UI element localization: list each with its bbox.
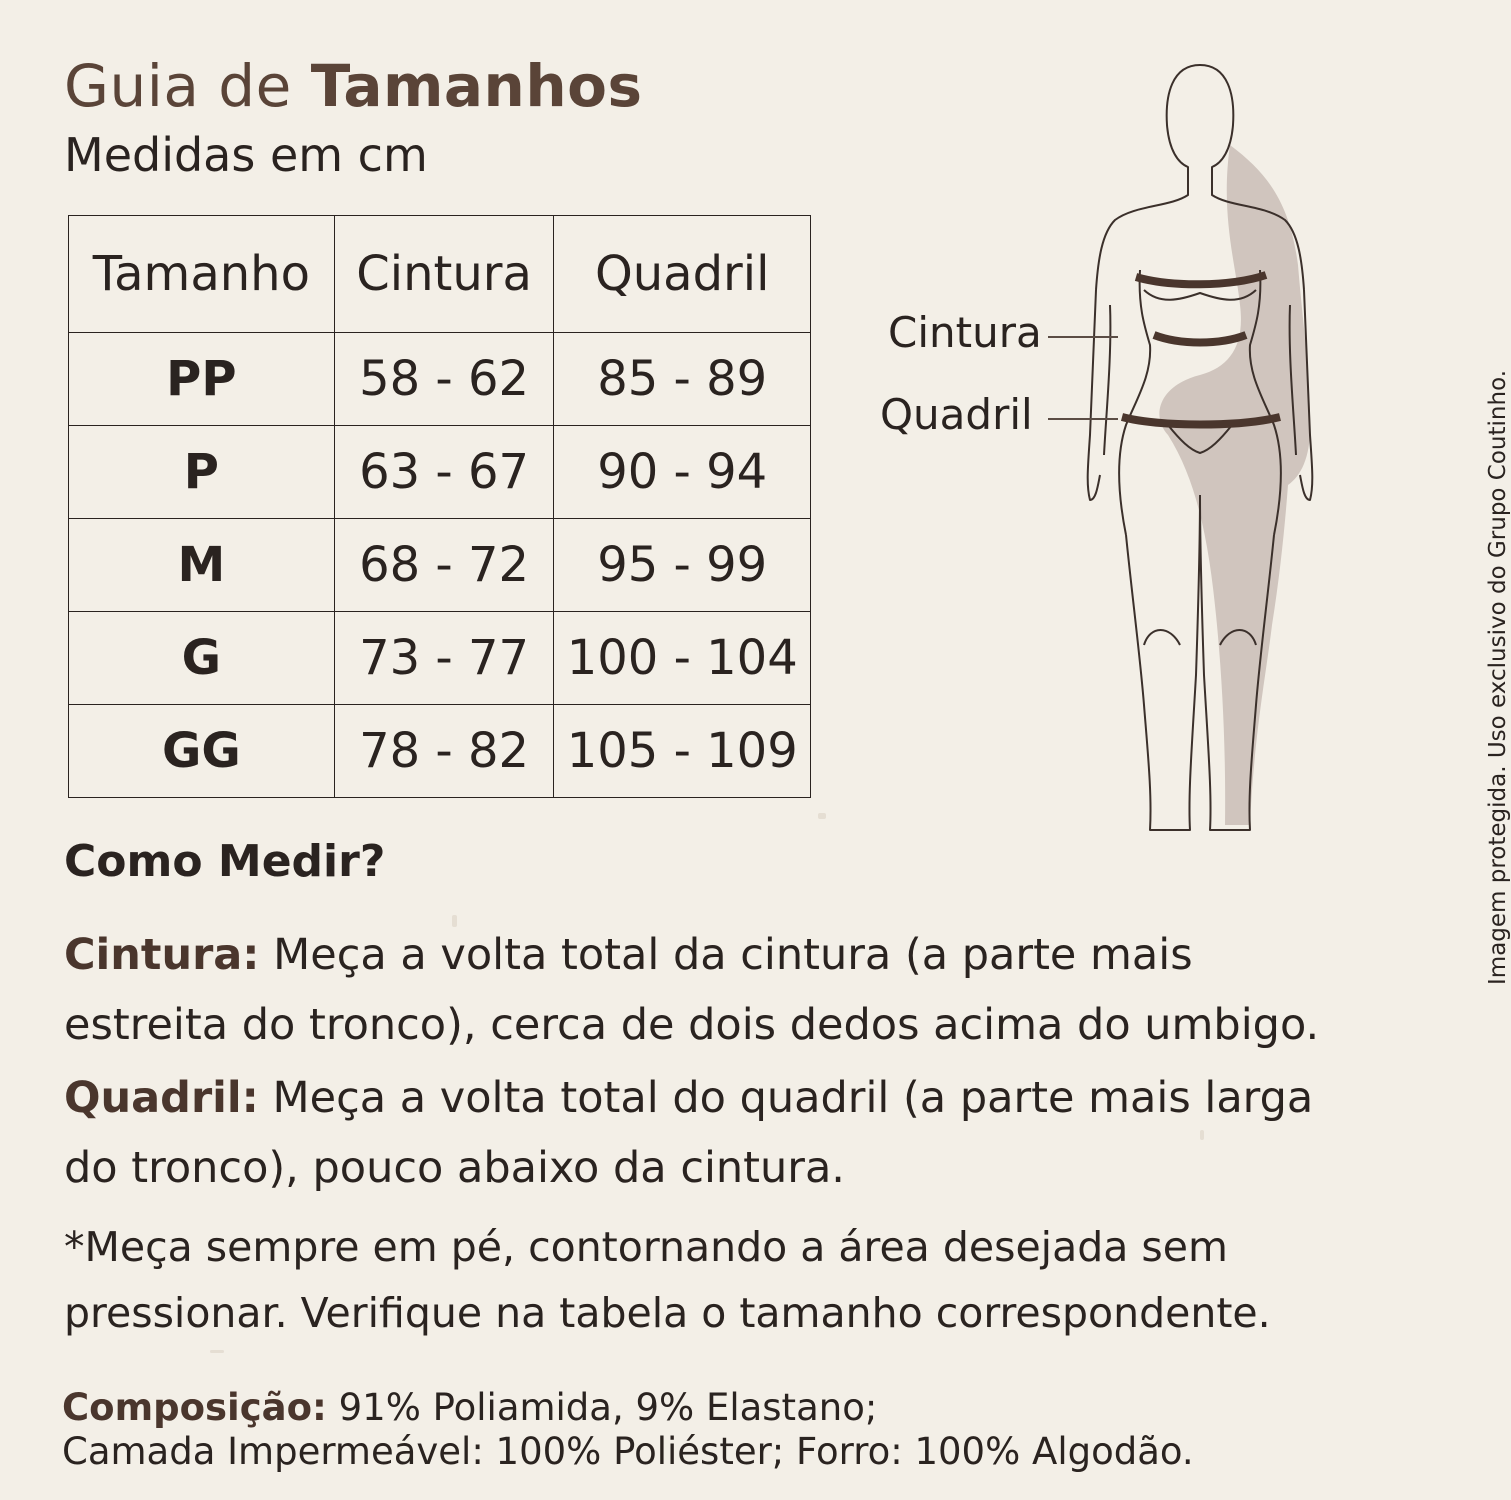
hip-instructions-label: Quadril:: [64, 1073, 259, 1123]
hip-leader-line: [1048, 418, 1118, 420]
hip-instructions: [64, 1063, 1364, 1203]
composition-line2: Camada Impermeável: 100% Poliéster; Forro: 100% Algodão.: [62, 1430, 1194, 1473]
hip-cell: 100 - 104: [554, 612, 811, 705]
figure-label-hip: Quadril: [880, 390, 1033, 439]
size-cell: G: [69, 612, 335, 705]
waist-cell: 58 - 62: [334, 333, 554, 426]
waist-instructions-text: Meça a volta total da cintura (a parte mais estreita do tronco), cerca de dois dedos acima do umbigo.: [64, 930, 1320, 1050]
waist-cell: 68 - 72: [334, 519, 554, 612]
composition-line1: 91% Poliamida, 9% Elastano;: [338, 1386, 878, 1429]
title-light: Guia de: [64, 52, 292, 120]
table-row: [69, 519, 811, 612]
how-to-measure-title: Como Medir?: [64, 836, 386, 887]
table-row: [69, 333, 811, 426]
hip-cell: 90 - 94: [554, 426, 811, 519]
figure-label-waist: Cintura: [888, 308, 1042, 357]
hip-cell: 85 - 89: [554, 333, 811, 426]
paper-fleck: [818, 813, 826, 819]
title-bold: Tamanhos: [310, 52, 643, 120]
waist-instructions-label: Cintura:: [64, 930, 260, 980]
watermark-text: Imagem protegida. Uso exclusivo do Grupo Coutinho.: [1485, 369, 1511, 985]
paper-fleck: [210, 1350, 224, 1353]
size-cell: PP: [69, 333, 335, 426]
table-row: [69, 612, 811, 705]
size-cell: M: [69, 519, 335, 612]
page-subtitle: Medidas em cm: [64, 128, 428, 182]
body-figure-illustration: [1040, 55, 1360, 845]
waist-cell: 73 - 77: [334, 612, 554, 705]
column-header: Tamanho: [69, 216, 335, 333]
hip-instructions-text: Meça a volta total do quadril (a parte mais larga do tronco), pouco abaixo da cintura.: [64, 1073, 1314, 1193]
column-header: Cintura: [334, 216, 554, 333]
waist-instructions: [64, 920, 1364, 1060]
table-row: [69, 426, 811, 519]
size-cell: P: [69, 426, 335, 519]
waist-leader-line: [1048, 336, 1118, 338]
hip-cell: 105 - 109: [554, 705, 811, 798]
waist-cell: 63 - 67: [334, 426, 554, 519]
hip-cell: 95 - 99: [554, 519, 811, 612]
composition-label: Composição:: [62, 1386, 327, 1429]
composition-info: [62, 1386, 1194, 1474]
measuring-note: *Meça sempre em pé, contornando a área desejada sem pressionar. Verifique na tabela o tamanho correspondente.: [64, 1223, 1271, 1337]
waist-cell: 78 - 82: [334, 705, 554, 798]
table-header-row: [69, 216, 811, 333]
page-title: [64, 52, 643, 120]
column-header: Quadril: [554, 216, 811, 333]
size-table: [68, 215, 811, 798]
size-cell: GG: [69, 705, 335, 798]
table-row: [69, 705, 811, 798]
